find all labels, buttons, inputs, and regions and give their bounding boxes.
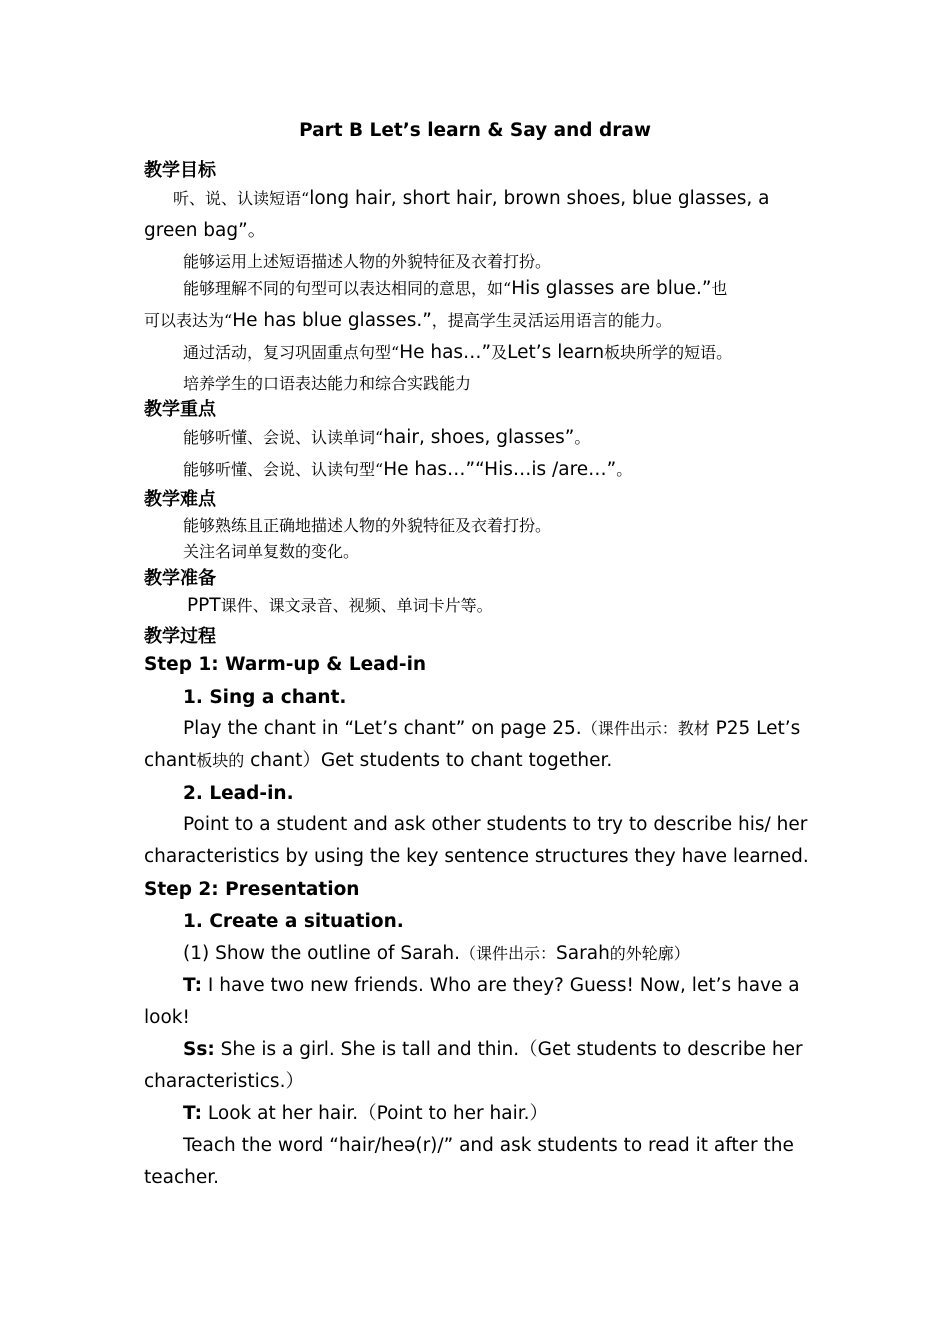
step-1-item-1-line-1-a: Play the chant in “Let’s chant” on page 25.	[183, 718, 582, 739]
key-points-line-1-end: 。	[574, 428, 591, 447]
step-2-line-6	[183, 1101, 808, 1127]
key-points-line-1	[183, 425, 808, 451]
step-1-heading: Step 1: Warm-up & Lead-in	[144, 654, 427, 675]
objectives-line-2: green bag”。	[144, 220, 267, 241]
objectives-line-6	[183, 340, 808, 366]
step-2-line-3: look!	[144, 1007, 190, 1028]
preparation-line-1-cn: 课件、课文录音、视频、单词卡片等。	[220, 596, 493, 615]
step-2-line-1-b: （课件出示：	[460, 944, 557, 963]
objectives-line-7: 培养学生的口语表达能力和综合实践能力	[183, 374, 472, 393]
step-1-item-2-line-2: characteristics by using the key sentence structures they have learned.	[144, 846, 809, 867]
objectives-line-6-cn: 通过活动，复习巩固重点句型“	[183, 343, 400, 362]
difficulties-heading: 教学难点	[144, 489, 216, 510]
step-2-line-4	[183, 1037, 808, 1063]
objectives-line-5-en: He has blue glasses.”	[232, 310, 432, 331]
step-2-line-1-d: 的外轮廓）	[609, 944, 690, 963]
step-2-line-1-c: Sarah	[556, 943, 610, 964]
objectives-line-4-cn: 能够理解不同的句型可以表达相同的意思，如“	[183, 279, 512, 298]
step-2-heading: Step 2: Presentation	[144, 879, 360, 900]
objectives-heading: 教学目标	[144, 160, 216, 181]
step-2-line-2-text: I have two new friends. Who are they? Guess! Now, let’s have a	[202, 975, 800, 996]
difficulties-line-2: 关注名词单复数的变化。	[183, 542, 360, 561]
key-points-line-2-en: He has…”“His…is /are…”	[383, 459, 617, 480]
step-2-line-5: characteristics.）	[144, 1071, 304, 1092]
step-2-line-1-a: (1) Show the outline of Sarah.	[183, 943, 461, 964]
preparation-line-1-en: PPT	[187, 595, 221, 616]
step-1-item-1-heading: 1. Sing a chant.	[183, 687, 347, 708]
key-points-line-1-en: hair, shoes, glasses”	[383, 427, 575, 448]
step-2-line-4-text: She is a girl. She is tall and thin.（Get students to describe her	[214, 1039, 803, 1060]
key-points-line-1-cn: 能够听懂、会说、认读单词“	[183, 428, 384, 447]
objectives-line-1	[173, 186, 837, 212]
objectives-line-5-cn: 可以表达为“	[144, 311, 233, 330]
objectives-line-6-end: 板块所学的短语。	[604, 343, 733, 362]
objectives-line-3: 能够运用上述短语描述人物的外貌特征及衣着打扮。	[183, 252, 552, 271]
step-1-item-2-heading: 2. Lead-in.	[183, 783, 294, 804]
objectives-line-6-en2: Let’s learn	[507, 342, 605, 363]
step-1-item-1-line-2-d: chant	[144, 750, 197, 771]
step-2-line-1	[183, 941, 808, 967]
step-1-item-1-line-1	[183, 716, 808, 742]
difficulties-line-1: 能够熟练且正确地描述人物的外貌特征及衣着打扮。	[183, 516, 552, 535]
objectives-line-5-end: ，提高学生灵活运用语言的能力。	[431, 311, 672, 330]
objectives-line-6-mid: 及	[491, 343, 508, 362]
speaker-students: Ss:	[183, 1039, 215, 1060]
objectives-line-1-cn: 听、说、认读短语“	[173, 189, 310, 208]
preparation-line-1	[187, 593, 851, 619]
speaker-teacher: T:	[183, 975, 203, 996]
key-points-line-2	[183, 457, 808, 483]
key-points-line-2-end: 。	[616, 460, 633, 479]
preparation-heading: 教学准备	[144, 568, 216, 589]
page-title: Part B Let’s learn & Say and draw	[299, 120, 651, 141]
step-1-item-2-line-1: Point to a student and ask other students to try to describe his/ her	[183, 814, 808, 835]
step-2-line-6-text: Look at her hair.（Point to her hair.）	[202, 1103, 549, 1124]
step-2-line-2	[183, 973, 808, 999]
objectives-line-5	[144, 308, 808, 334]
step-2-line-8: teacher.	[144, 1167, 220, 1188]
key-points-heading: 教学重点	[144, 399, 216, 420]
process-heading: 教学过程	[144, 626, 216, 647]
step-2-line-7: Teach the word “hair/heə(r)/” and ask students to read it after the	[183, 1135, 794, 1156]
objectives-line-4	[183, 276, 808, 302]
key-points-line-2-cn: 能够听懂、会说、认读句型“	[183, 460, 384, 479]
step-2-item-1-heading: 1. Create a situation.	[183, 911, 404, 932]
objectives-line-4-end: 也	[711, 279, 728, 298]
step-1-item-1-line-2-e: 板块的	[196, 751, 245, 770]
step-1-item-1-line-2	[144, 748, 808, 774]
objectives-line-1-en: long hair, short hair, brown shoes, blue glasses, a	[309, 188, 770, 209]
objectives-line-4-en: His glasses are blue.”	[511, 278, 712, 299]
objectives-line-6-en: He has…”	[399, 342, 492, 363]
step-1-item-1-line-1-b: （课件出示：教材	[581, 719, 710, 738]
step-1-item-1-line-2-f: chant）Get students to chant together.	[244, 750, 613, 771]
speaker-teacher: T:	[183, 1103, 203, 1124]
step-1-item-1-line-1-c: P25 Let’s	[709, 718, 801, 739]
